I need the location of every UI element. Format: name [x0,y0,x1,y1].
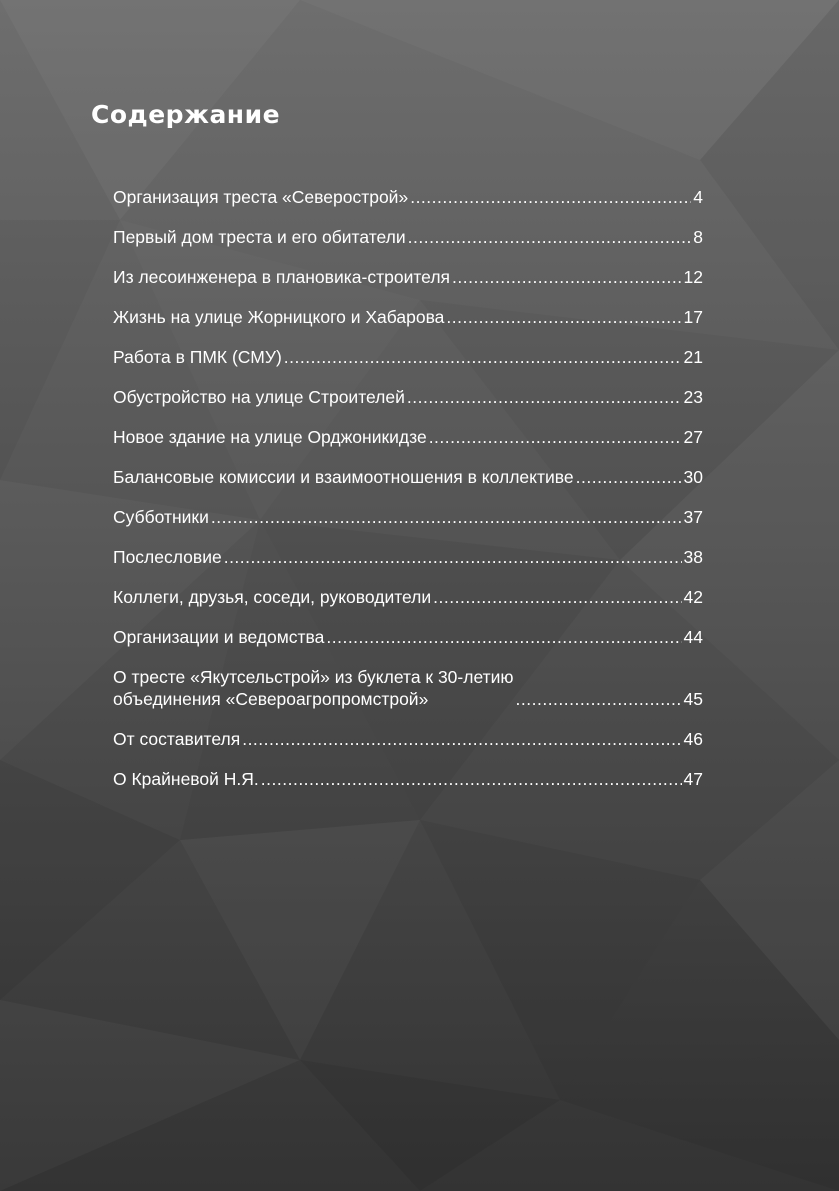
toc-entry-page: 37 [683,507,703,527]
dot-leader [284,346,682,368]
toc-entry[interactable] [113,266,703,288]
toc-entry-page: 21 [683,347,703,367]
toc-entry[interactable] [113,546,703,568]
toc-entry-title: Жизнь на улице Жорницкого и Хабарова [113,307,445,327]
dot-leader [576,466,682,488]
toc-entry[interactable] [113,728,703,750]
dot-leader [446,306,681,328]
toc-entry-page: 38 [683,547,703,567]
toc-entry-page: 4 [693,187,703,207]
toc-entry-title: Новое здание на улице Орджоникидзе [113,427,427,447]
dot-leader [261,768,682,790]
toc-entry-page: 23 [683,387,703,407]
toc-entry-title: Организация треста «Северострой» [113,187,409,207]
dot-leader [516,688,682,710]
toc-entry-page: 45 [683,689,703,709]
dot-leader [433,586,681,608]
dot-leader [211,506,682,528]
dot-leader [429,426,682,448]
toc-entry-page: 46 [683,729,703,749]
toc-entry-title-line1: О тресте «Якутсельстрой» из буклета к 30-летию [113,667,514,687]
toc-entry-page: 12 [683,267,703,287]
dot-leader [452,266,682,288]
toc-entry-title: Субботники [113,507,209,527]
toc-entry-title: Работа в ПМК (СМУ) [113,347,282,367]
toc-entry-title: Из лесоинженера в плановика-строителя [113,267,451,287]
toc-entry-page: 8 [693,227,703,247]
page-title: Содержание [91,100,281,129]
toc-entry[interactable] [113,186,703,208]
toc-entry-page: 30 [683,467,703,487]
toc-entry-page: 42 [683,587,703,607]
toc-entry[interactable] [113,666,703,710]
dot-leader [326,626,681,648]
toc-entry[interactable] [113,226,703,248]
toc-entry[interactable] [113,768,703,790]
toc-entry-title [113,666,514,710]
toc-entry[interactable] [113,626,703,648]
toc-entry[interactable] [113,426,703,448]
toc-entry[interactable] [113,466,703,488]
toc-entry[interactable] [113,506,703,528]
toc-entry[interactable] [113,306,703,328]
toc-list [113,186,703,808]
toc-entry-title: Первый дом треста и его обитатели [113,227,406,247]
toc-entry[interactable] [113,386,703,408]
toc-entry-page: 47 [683,769,703,789]
dot-leader [407,386,682,408]
toc-entry-page: 17 [683,307,703,327]
toc-entry-title: Балансовые комиссии и взаимоотношения в коллективе [113,467,574,487]
toc-entry-page: 27 [683,427,703,447]
toc-entry-title-line2: объединения «Североагропромстрой» [113,689,429,709]
dot-leader [408,226,692,248]
dot-leader [242,728,681,750]
toc-entry-title: Коллеги, друзья, соседи, руководители [113,587,432,607]
toc-entry-title: От составителя [113,729,241,749]
toc-entry-title: Обустройство на улице Строителей [113,387,405,407]
dot-leader [224,546,682,568]
toc-entry[interactable] [113,586,703,608]
toc-entry-page: 44 [683,627,703,647]
toc-entry-title: О Крайневой Н.Я. [113,769,259,789]
toc-entry-title: Организации и ведомства [113,627,325,647]
toc-entry-title: Послесловие [113,547,222,567]
dot-leader [410,186,691,208]
toc-entry[interactable] [113,346,703,368]
